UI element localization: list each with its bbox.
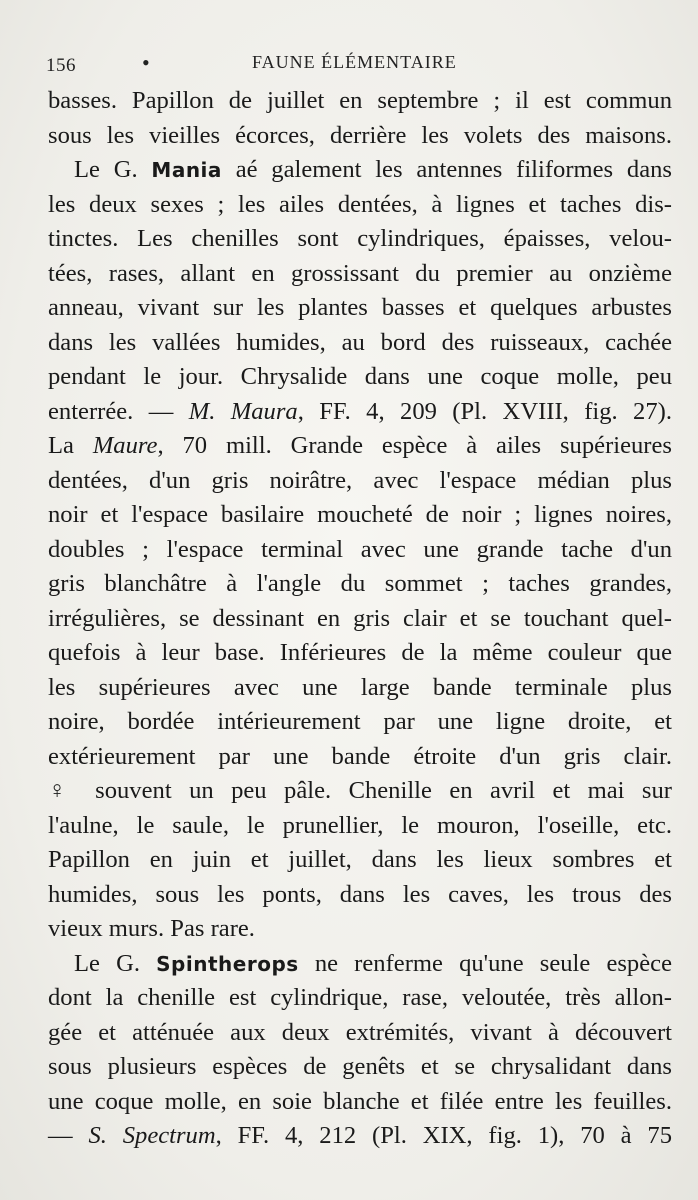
text-line: irrégulières, se dessinant en gris clair et se touchant quel- (48, 604, 672, 632)
text-line: une coque molle, en soie blanche et filée entre les feuilles. (48, 1087, 672, 1115)
text-line: noir et l'espace basilaire moucheté de noir ; lignes noires, (48, 501, 672, 528)
text-line: sous les vieilles écorces, derrière les volets des maisons. (48, 121, 672, 149)
text-line: doubles ; l'espace terminal avec une grande tache d'un (48, 535, 672, 563)
text-line: Papillon en juin et juillet, dans les lieux sombres et (48, 846, 672, 873)
body-text (48, 84, 672, 1154)
text-line: basses. Papillon de juillet en septembre ; il est commun (48, 87, 672, 114)
header-bullet: • (142, 50, 150, 75)
text-line: gris blanchâtre à l'angle du sommet ; taches grandes, (48, 570, 672, 597)
genus-name: Spintherops (156, 951, 299, 976)
text-line: dans les vallées humides, au bord des ruisseaux, cachée (48, 328, 672, 356)
text-line: les supérieures avec une large bande terminale plus (48, 673, 672, 701)
text-line: noire, bordée intérieurement par une ligne droite, et (48, 708, 672, 735)
genus-name: Mania (151, 158, 222, 182)
text-line: humides, sous les ponts, dans les caves, les trous des (48, 880, 672, 908)
text-line: quefois à leur base. Inférieures de la même couleur que (48, 639, 672, 666)
text-line: extérieurement par une bande étroite d'un gris clair. (48, 742, 672, 770)
text-line: Le G. Mania aé galement les antennes filiformes dans (74, 156, 672, 183)
text-line: dont la chenille est cylindrique, rase, veloutée, très allon- (48, 984, 672, 1011)
species-name: S. Spectrum (88, 1122, 216, 1149)
running-title: FAUNE ÉLÉMENTAIRE (252, 52, 457, 72)
species-name: M. Maura (188, 397, 298, 425)
text-line: sous plusieurs espèces de genêts et se chrysalidant dans (48, 1053, 672, 1080)
page-header (46, 52, 646, 78)
text-line: les deux sexes ; les ailes dentées, à lignes et taches dis- (48, 190, 672, 218)
text-line: anneau, vivant sur les plantes basses et quelques arbustes (48, 294, 672, 321)
text-line: tées, rases, allant en grossissant du premier au onzième (48, 259, 672, 287)
common-name: Maure (92, 432, 158, 459)
text-line: l'aulne, le saule, le prunellier, le mouron, l'oseille, etc. (48, 811, 672, 839)
text-line: tinctes. Les chenilles sont cylindriques, épaisses, velou- (48, 225, 672, 252)
text-line: La Maure, 70 mill. Grande espèce à ailes supérieures (48, 432, 672, 459)
text-line: gée et atténuée aux deux extrémités, vivant à découvert (48, 1018, 672, 1046)
text-line: pendant le jour. Chrysalide dans une coque molle, peu (48, 363, 672, 390)
text-line: enterrée. — M. Maura, FF. 4, 209 (Pl. XVIII, fig. 27). (48, 397, 672, 425)
text-line: — S. Spectrum, FF. 4, 212 (Pl. XIX, fig. 1), 70 à 75 (48, 1122, 672, 1149)
text-line: vieux murs. Pas rare. (48, 915, 255, 942)
text-line: dentées, d'un gris noirâtre, avec l'espace médian plus (48, 466, 672, 494)
text-line: ♀ souvent un peu pâle. Chenille en avril et mai sur (48, 777, 672, 804)
text-line: Le G. Spintherops ne renferme qu'une seule espèce (74, 949, 672, 977)
page-number: 156 (46, 55, 76, 76)
